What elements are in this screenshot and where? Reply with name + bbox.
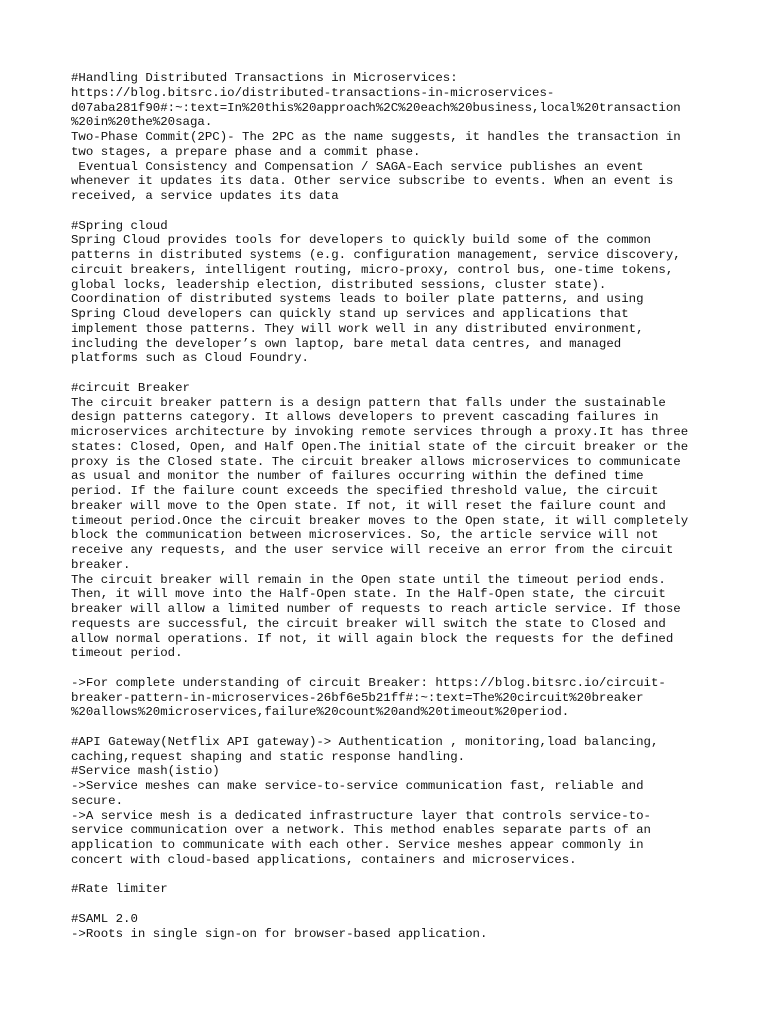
text-line: including the developer’s own laptop, bare metal data centres, and managed — [71, 336, 622, 351]
text-line: breaker. — [71, 557, 131, 572]
text-line: proxy is the Closed state. The circuit breaker allows microservices to communicate — [71, 454, 681, 469]
text-line: ->A service mesh is a dedicated infrastructure layer that controls service-to- — [71, 808, 651, 823]
document-body — [71, 71, 711, 941]
text-line: Then, it will move into the Half-Open state. In the Half-Open state, the circuit — [71, 587, 666, 602]
text-line: allow normal operations. If not, it will again block the requests for the defined — [71, 631, 674, 646]
text-line: ->For complete understanding of circuit Breaker: https://blog.bitsrc.io/circuit- — [71, 675, 666, 690]
text-line: ->Service meshes can make service-to-service communication fast, reliable and — [71, 779, 644, 793]
text-line: #Service mash(istio) — [71, 764, 220, 779]
text-line: secure. — [71, 793, 124, 808]
text-line: requests are successful, the circuit breaker will switch the state to Closed and — [71, 616, 666, 631]
text-line: Two-Phase Commit(2PC)- The 2PC as the name suggests, it handles the transaction in — [71, 130, 681, 144]
text-line — [71, 868, 711, 883]
text-line: application to communicate with each other. Service meshes appear commonly in — [71, 838, 644, 852]
text-line: Spring Cloud provides tools for developers to quickly build some of the common — [71, 233, 651, 248]
text-line: Spring Cloud developers can quickly stand up services and applications that — [71, 307, 629, 321]
text-line: global locks, leadership election, distributed sessions, cluster state). — [71, 277, 607, 292]
text-line: #Rate limiter — [71, 882, 168, 897]
text-line: patterns in distributed systems (e.g. configuration management, service discovery, — [71, 248, 681, 262]
text-line: two stages, a prepare phase and a commit phase. — [71, 144, 421, 159]
text-line: platforms such as Cloud Foundry. — [71, 351, 309, 366]
text-line: ->Roots in single sign-on for browser-based application. — [71, 926, 488, 941]
text-line: #SAML 2.0 — [71, 911, 138, 926]
text-line: timeout period. — [71, 646, 183, 661]
text-line: as usual and monitor the number of failures occurring within the defined time — [71, 469, 644, 484]
text-line: The circuit breaker pattern is a design pattern that falls under the sustainable — [71, 395, 666, 410]
text-line — [71, 897, 711, 912]
text-line: #circuit Breaker — [71, 380, 190, 395]
text-line — [71, 720, 711, 735]
text-line: %20in%20the%20saga. — [71, 115, 213, 130]
text-line: #Spring cloud — [71, 218, 168, 233]
text-line: service communication over a network. This method enables separate parts of an — [71, 823, 651, 838]
text-line: breaker will allow a limited number of requests to reach article service. If those — [71, 602, 681, 616]
text-line: received, a service updates its data — [71, 189, 339, 203]
text-line: #API Gateway(Netflix API gateway)-> Authentication , monitoring,load balancing, — [71, 734, 659, 749]
text-line: https://blog.bitsrc.io/distributed-transactions-in-microservices- — [71, 85, 555, 100]
text-line: microservices architecture by invoking remote services through a proxy.It has three — [71, 425, 689, 439]
text-line — [71, 366, 711, 381]
text-line: breaker will move to the Open state. If not, it will reset the failure count and — [71, 498, 666, 513]
text-line: %20allows%20microservices,failure%20count%20and%20timeout%20period. — [71, 705, 570, 720]
text-line — [71, 204, 711, 219]
text-line: implement those patterns. They will work well in any distributed environment, — [71, 321, 644, 336]
text-line: #Handling Distributed Transactions in Microservices: — [71, 71, 458, 85]
text-line: whenever it updates its data. Other service subscribe to events. When an event is — [71, 174, 674, 189]
text-line: Eventual Consistency and Compensation / SAGA-Each service publishes an event — [71, 159, 644, 174]
text-line: Coordination of distributed systems leads to boiler plate patterns, and using — [71, 292, 644, 307]
text-line: circuit breakers, intelligent routing, micro-proxy, control bus, one-time tokens, — [71, 262, 674, 277]
text-line — [71, 661, 711, 676]
text-line: states: Closed, Open, and Half Open.The initial state of the circuit breaker or the — [71, 439, 689, 454]
text-line: The circuit breaker will remain in the Open state until the timeout period ends. — [71, 572, 666, 587]
text-line: concert with cloud-based applications, containers and microservices. — [71, 852, 577, 867]
text-line: design patterns category. It allows developers to prevent cascading failures in — [71, 410, 659, 425]
text-line: receive any requests, and the user service will receive an error from the circuit — [71, 543, 674, 557]
text-line: timeout period.Once the circuit breaker moves to the Open state, it will completely — [71, 513, 689, 528]
text-line: block the communication between microservices. So, the article service will not — [71, 528, 659, 543]
text-line: breaker-pattern-in-microservices-26bf6e5b21ff#:~:text=The%20circuit%20breaker — [71, 690, 644, 705]
text-line: period. If the failure count exceeds the specified threshold value, the circuit — [71, 484, 659, 498]
text-line: caching,request shaping and static response handling. — [71, 749, 466, 764]
text-line: d07aba281f90#:~:text=In%20this%20approach%2C%20each%20business,local%20transaction — [71, 100, 681, 115]
